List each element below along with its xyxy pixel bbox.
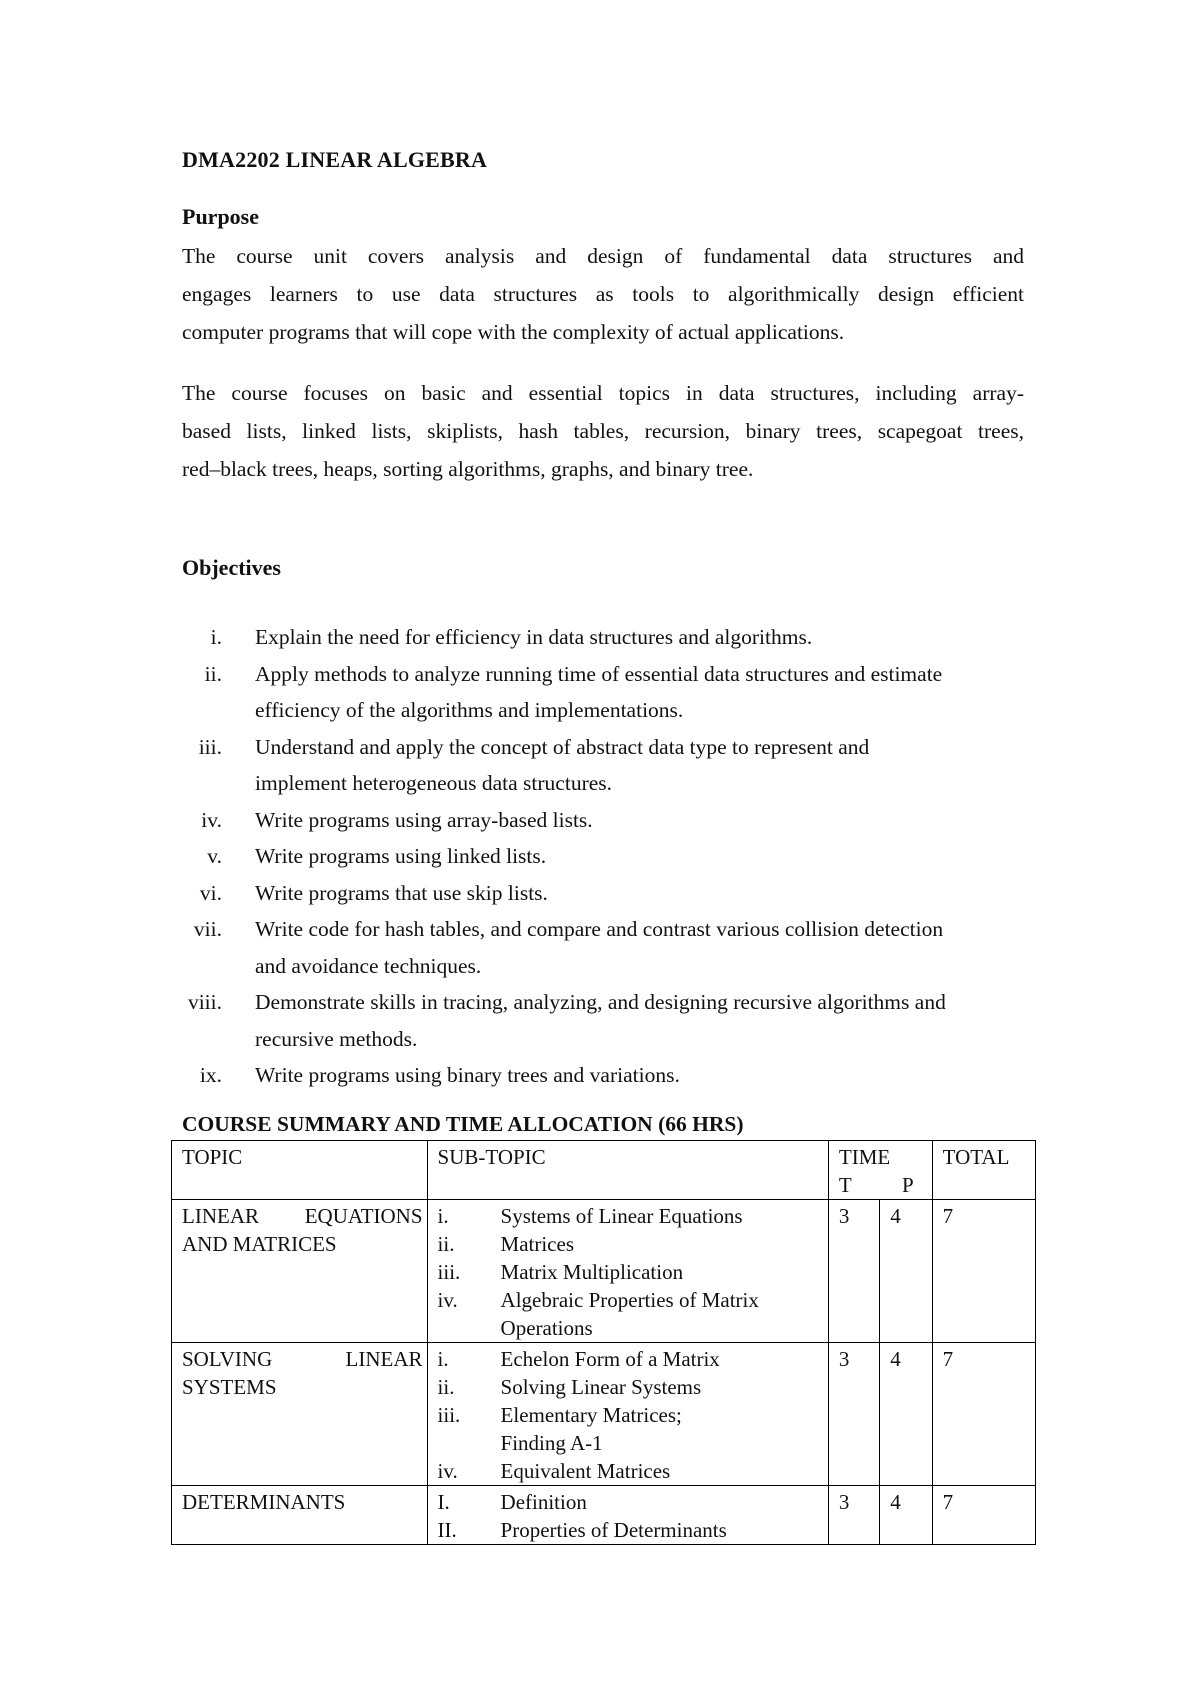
table-header-row bbox=[172, 1141, 1036, 1200]
objective-text: Write programs using array-based lists. bbox=[255, 807, 593, 832]
subtopic-cell bbox=[427, 1200, 828, 1343]
course-title: DMA2202 LINEAR ALGEBRA bbox=[182, 147, 488, 172]
subtopic-list bbox=[428, 1486, 828, 1544]
list-item bbox=[428, 1488, 828, 1516]
subtopic-number: II. bbox=[437, 1518, 457, 1542]
list-item bbox=[428, 1373, 828, 1401]
objective-text: Write programs using binary trees and variations. bbox=[255, 1063, 680, 1087]
total-cell: 7 bbox=[932, 1200, 1035, 1343]
subtopic-number: i. bbox=[437, 1204, 449, 1228]
subtopic-text: Systems of Linear Equations bbox=[500, 1204, 743, 1228]
subtopic-text: Definition bbox=[500, 1490, 587, 1514]
objective-item bbox=[182, 619, 1042, 656]
objectives-list bbox=[182, 619, 1042, 1094]
objective-number: ii. bbox=[204, 661, 222, 686]
objective-number: iii. bbox=[198, 734, 222, 759]
objective-item bbox=[182, 802, 1042, 839]
topic-word: EQUATIONS bbox=[304, 1204, 423, 1228]
time-p-cell: 4 bbox=[880, 1200, 932, 1343]
objective-item bbox=[182, 875, 1042, 912]
objective-number: vii. bbox=[193, 917, 222, 941]
purpose-p1-line: computer programs that will cope with the complexity of actual applications. bbox=[182, 320, 845, 344]
header-p: P bbox=[901, 1173, 914, 1197]
objective-text: Write programs that use skip lists. bbox=[255, 880, 548, 905]
time-t-cell: 3 bbox=[828, 1200, 879, 1343]
subtopic-number: iv. bbox=[437, 1288, 458, 1312]
purpose-p1-line: engages learners to use data structures as tools to algorithmically design efficient bbox=[182, 282, 1024, 306]
total-cell: 7 bbox=[932, 1486, 1035, 1545]
purpose-p2-line: red–black trees, heaps, sorting algorithms, graphs, and binary tree. bbox=[182, 457, 754, 481]
subtopic-text: Elementary Matrices; Finding A-1 bbox=[500, 1403, 682, 1455]
objective-item bbox=[182, 1057, 1042, 1094]
objectives-heading: Objectives bbox=[182, 555, 281, 580]
topic-line: AND MATRICES bbox=[182, 1232, 337, 1256]
time-t-cell: 3 bbox=[828, 1486, 879, 1545]
list-item bbox=[428, 1286, 828, 1342]
objective-item bbox=[182, 729, 1042, 802]
subtopic-text: Solving Linear Systems bbox=[500, 1375, 702, 1399]
subtopic-number: ii. bbox=[437, 1375, 455, 1399]
objective-number: iv. bbox=[201, 807, 222, 832]
subtopic-number: ii. bbox=[437, 1232, 455, 1256]
objective-text: Apply methods to analyze running time of essential data structures and estimate efficiency of the algorithms and implementations. bbox=[255, 661, 943, 722]
objective-item bbox=[182, 656, 1042, 729]
subtopic-number: iii. bbox=[437, 1260, 461, 1284]
subtopic-number: iv. bbox=[437, 1459, 458, 1483]
subtopic-number: I. bbox=[437, 1490, 450, 1514]
subtopic-text: Properties of Determinants bbox=[500, 1518, 727, 1542]
purpose-p1-line: The course unit covers analysis and design of fundamental data structures and bbox=[182, 244, 1024, 268]
header-total: TOTAL bbox=[932, 1141, 1035, 1200]
purpose-p2-line: based lists, linked lists, skiplists, hash tables, recursion, binary trees, scapegoat trees, bbox=[182, 419, 1024, 443]
table-row bbox=[172, 1486, 1036, 1545]
course-summary-table bbox=[171, 1140, 1036, 1545]
objective-number: i. bbox=[210, 625, 222, 649]
topic-cell bbox=[172, 1486, 428, 1545]
purpose-heading: Purpose bbox=[182, 204, 259, 229]
list-item bbox=[428, 1401, 828, 1457]
objective-text: Write code for hash tables, and compare and contrast various collision detection and avoidance techniques. bbox=[255, 917, 944, 978]
topic-cell bbox=[172, 1343, 428, 1486]
subtopic-text: Matrix Multiplication bbox=[500, 1260, 684, 1284]
topic-word: LINEAR bbox=[182, 1204, 259, 1228]
topic-line bbox=[182, 1202, 423, 1230]
header-time-label: TIME bbox=[838, 1145, 891, 1169]
list-item bbox=[428, 1230, 828, 1258]
subtopic-text: Equivalent Matrices bbox=[500, 1459, 671, 1483]
objective-text: Understand and apply the concept of abstract data type to represent and implement heterogeneous data structures. bbox=[255, 734, 870, 795]
objective-item bbox=[182, 838, 1042, 875]
subtopic-number: iii. bbox=[437, 1403, 461, 1427]
objective-text: Explain the need for efficiency in data structures and algorithms. bbox=[255, 625, 813, 649]
header-topic: TOPIC bbox=[172, 1141, 428, 1200]
course-summary-heading: COURSE SUMMARY AND TIME ALLOCATION (66 HRS) bbox=[182, 1112, 744, 1136]
header-subtopic: SUB-TOPIC bbox=[427, 1141, 828, 1200]
objective-text: Demonstrate skills in tracing, analyzing, and designing recursive algorithms and recursive methods. bbox=[255, 990, 946, 1051]
topic-line: DETERMINANTS bbox=[182, 1490, 346, 1514]
purpose-paragraph-1 bbox=[182, 237, 1024, 351]
objective-item bbox=[182, 911, 1042, 984]
time-p-cell: 4 bbox=[880, 1343, 932, 1486]
subtopic-list bbox=[428, 1343, 828, 1485]
subtopic-cell bbox=[427, 1486, 828, 1545]
subtopic-list bbox=[428, 1200, 828, 1342]
subtopic-text: Echelon Form of a Matrix bbox=[500, 1347, 720, 1371]
purpose-p2-line: The course focuses on basic and essential topics in data structures, including array- bbox=[182, 381, 1024, 405]
table-row bbox=[172, 1343, 1036, 1486]
subtopic-text: Matrices bbox=[500, 1232, 575, 1256]
objective-number: vi. bbox=[199, 880, 222, 905]
time-p-cell: 4 bbox=[880, 1486, 932, 1545]
list-item bbox=[428, 1202, 828, 1230]
topic-cell bbox=[172, 1200, 428, 1343]
topic-word: SOLVING bbox=[182, 1347, 273, 1371]
objective-number: v. bbox=[207, 844, 222, 868]
topic-word: LINEAR bbox=[345, 1347, 423, 1371]
objective-item bbox=[182, 984, 1042, 1057]
subtopic-cell bbox=[427, 1343, 828, 1486]
header-time bbox=[828, 1141, 932, 1200]
objective-number: viii. bbox=[187, 990, 222, 1014]
time-t-cell: 3 bbox=[828, 1343, 879, 1486]
total-cell: 7 bbox=[932, 1343, 1035, 1486]
table-row bbox=[172, 1200, 1036, 1343]
list-item bbox=[428, 1258, 828, 1286]
list-item bbox=[428, 1457, 828, 1485]
subtopic-number: i. bbox=[437, 1347, 449, 1371]
topic-line: SYSTEMS bbox=[182, 1375, 277, 1399]
subtopic-text: Algebraic Properties of Matrix Operations bbox=[500, 1288, 759, 1340]
objective-text: Write programs using linked lists. bbox=[255, 844, 547, 868]
header-time-split bbox=[839, 1171, 928, 1199]
purpose-paragraph-2 bbox=[182, 374, 1024, 488]
topic-line bbox=[182, 1345, 423, 1373]
objective-number: ix. bbox=[199, 1063, 222, 1087]
list-item bbox=[428, 1345, 828, 1373]
list-item bbox=[428, 1516, 828, 1544]
header-t: T bbox=[838, 1173, 852, 1197]
